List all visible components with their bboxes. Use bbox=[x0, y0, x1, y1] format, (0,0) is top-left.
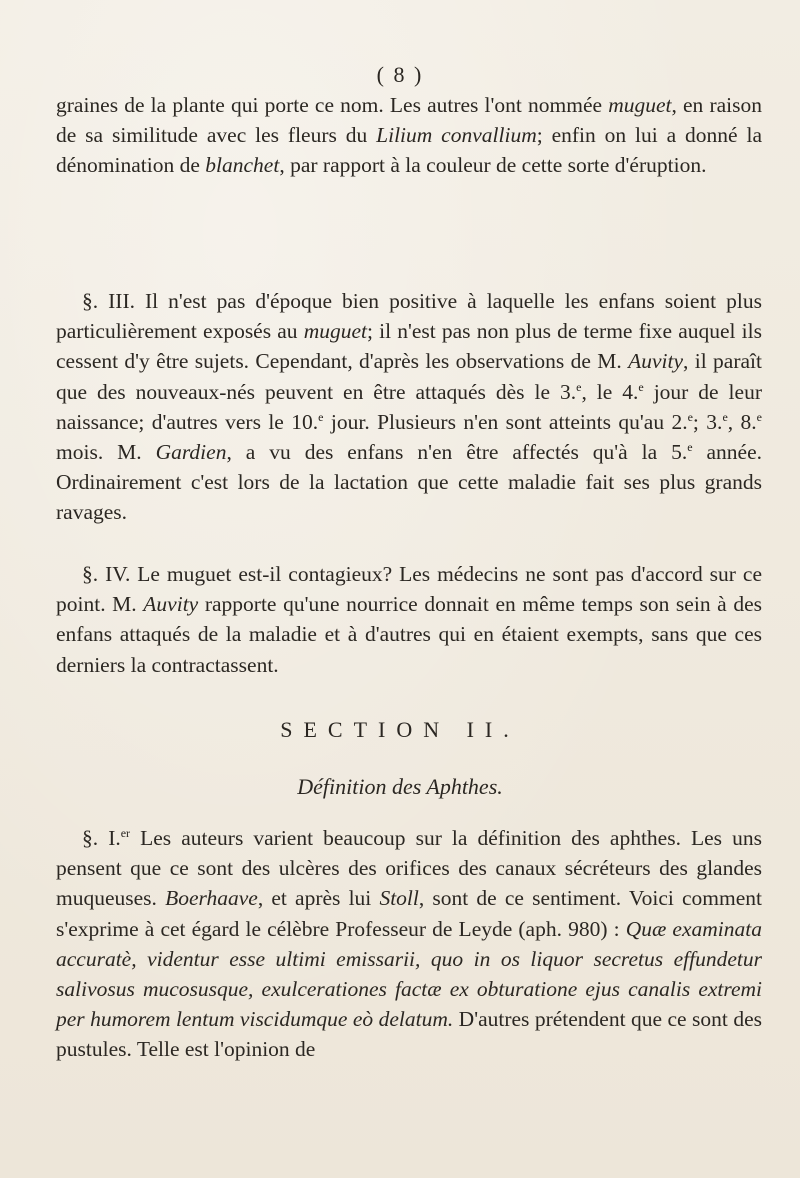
paragraph-3 bbox=[56, 559, 762, 680]
paragraph-3-text: §. IV. Le muguet est-il contagieux? Les médecins ne sont pas d'accord sur ce point. M. Auvity rapporte qu'une nourrice donnait en même temps son sein à des enfans attaqués de la maladie et à d'autres qui en étaient exempts, sans que ces derniers la contractassent. bbox=[56, 562, 762, 677]
section-subtitle: Définition des Aphthes. bbox=[297, 774, 503, 799]
paragraph-4-text: §. I.$^{er}$ Les auteurs varient beaucoup sur la définition des aphthes. Les uns pensent que ce sont des ulcères des orifices des canaux sécréteurs des glandes muqueuses. Boerhaave, et après lui Stoll, sont de ce sentiment. Voici comment s'exprime à cet égard le célèbre Professeur de Leyde (aph. 980) : Quæ examinata accuratè, videntur esse ultimi emissarii, quo in os liquor secretus effundetur salivosus mucosusque, exulcerationes factæ ex obturatione ejus canalis extremi per humorem lentum viscidumque eò delatum. D'autres prétendent que ce sont des pustules. Telle est l'opinion de bbox=[56, 825, 762, 1062]
paragraph-2 bbox=[56, 286, 762, 528]
paragraph-1 bbox=[56, 90, 762, 181]
paragraph-2-text: §. III. Il n'est pas d'époque bien positive à laquelle les enfans soient plus particulièrement exposés au muguet; il n'est pas non plus de terme fixe auquel ils cessent d'y être sujets. Cependant, d'après les observations de M. Auvity, il paraît que des nouveaux-nés peuvent en être attaqués dès le 3.$^e$, le 4.$^e$ jour de leur naissance; d'autres vers le 10.$^e$ jour. Plusieurs n'en sont atteints qu'au 2.$^e$; 3.$^e$, 8.$^e$ mois. M. Gardien, a vu des enfans n'en être affectés qu'à la 5.$^e$ année. Ordinairement c'est lors de la lactation que cette maladie fait ses plus grands ravages. bbox=[56, 289, 762, 525]
paragraph-4 bbox=[56, 823, 762, 1065]
page-number: ( 8 ) bbox=[376, 62, 424, 87]
section-title: SECTION II. bbox=[280, 717, 520, 742]
paragraph-1-text: graines de la plante qui porte ce nom. Les autres l'ont nommée muguet, en raison de sa similitude avec les fleurs du Lilium convallium; enfin on lui a donné la dénomination de blanchet, par rapport à la couleur de cette sorte d'éruption. bbox=[56, 93, 762, 178]
